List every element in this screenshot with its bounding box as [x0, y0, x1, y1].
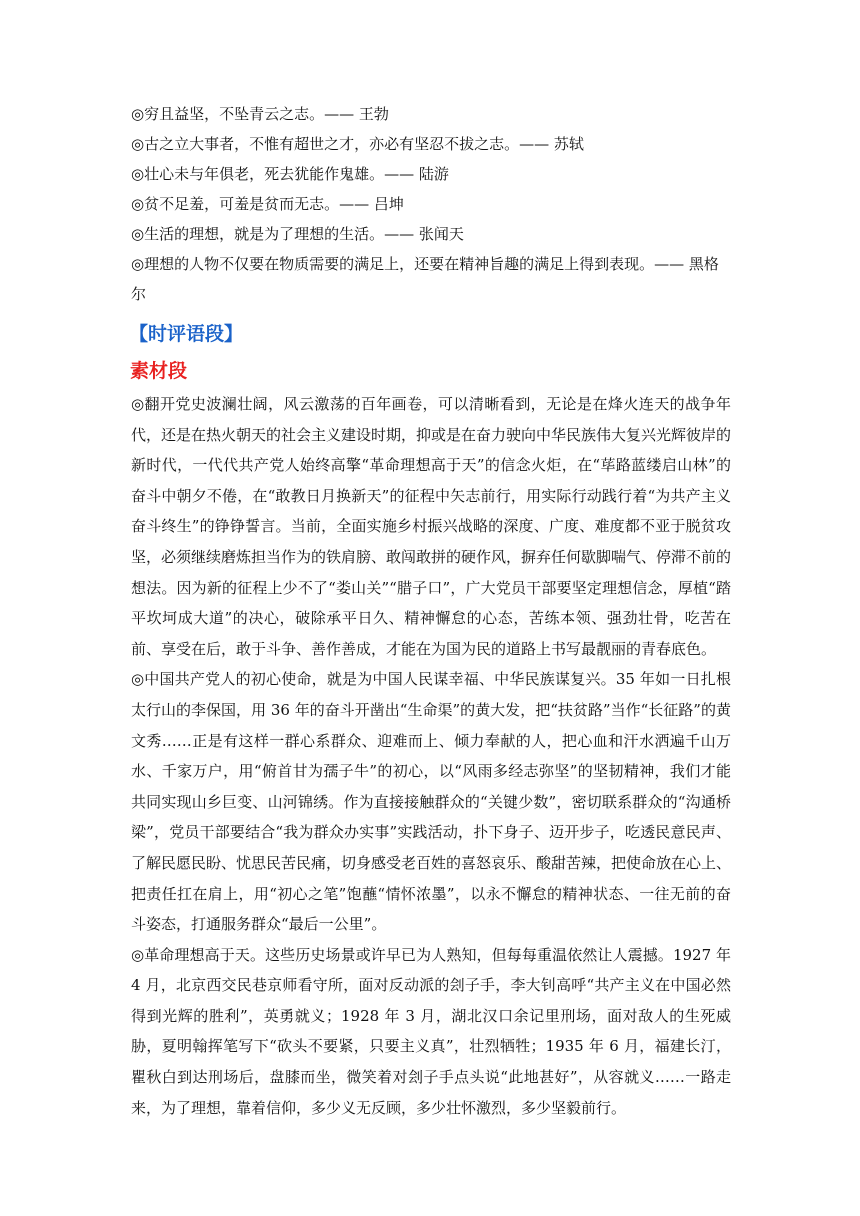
paragraph: ◎革命理想高于天。这些历史场景或许早已为人熟知，但每每重温依然让人震撼。1927 年 4 月，北京西交民巷京师看守所，面对反动派的刽子手，李大钊高呼“共产主义在中国必然得到光辉的胜利”，英勇就义；1928 年 3 月，湖北汉口余记里刑场，面对敌人的生死威胁，夏明翰挥笔写下“砍头不要紧，只要主义真”，壮烈牺牲；1935 年 6 月，福建长汀，瞿秋白到达刑场后，盘膝而坐，微笑着对刽子手点头说“此地甚好”，从容就义……一路走来，为了理想，靠着信仰，多少义无反顾，多少壮怀激烈，多少坚毅前行。	[131, 945, 731, 1117]
quote-list	[131, 99, 731, 309]
quote-line: ◎壮心未与年俱老，死去犹能作鬼雄。—— 陆游	[131, 165, 449, 183]
document-page	[131, 99, 731, 1123]
quote-line: ◎古之立大事者，不惟有超世之才，亦必有坚忍不拔之志。—— 苏轼	[131, 135, 584, 153]
quote-line: ◎生活的理想，就是为了理想的生活。—— 张闻天	[131, 225, 464, 243]
quote-line: ◎贫不足羞，可羞是贫而无志。—— 吕坤	[131, 195, 404, 213]
section-heading: 【时评语段】	[129, 323, 244, 345]
paragraph-list	[131, 389, 731, 1123]
quote-line: ◎穷且益坚，不坠青云之志。—— 王勃	[131, 105, 389, 123]
paragraph: ◎中国共产党人的初心使命，就是为中国人民谋幸福、中华民族谋复兴。35 年如一日扎根太行山的李保国，用 36 年的奋斗开凿出“生命渠”的黄大发，把“扶贫路”当作“长征路”的黄文秀……正是有这样一群心系群众、迎难而上、倾力奉献的人，把心血和汗水洒遍千山万水、千家万户，用“俯首甘为孺子牛”的初心，以“风雨多经志弥坚”的坚韧精神，我们才能共同实现山乡巨变、山河锦绣。作为直接接触群众的“关键少数”，密切联系群众的“沟通桥梁”，党员干部要结合“我为群众办实事”实践活动，扑下身子、迈开步子，吃透民意民声、了解民愿民盼、忧思民苦民痛，切身感受老百姓的喜怒哀乐、酸甜苦辣，把使命放在心上、把责任扛在肩上，用“初心之笔”饱蘸“情怀浓墨”，以永不懈怠的精神状态、一往无前的奋斗姿态，打通服务群众“最后一公里”。	[131, 670, 732, 934]
sub-heading: 素材段	[130, 360, 188, 382]
paragraph: ◎翻开党史波澜壮阔，风云激荡的百年画卷，可以清晰看到，无论是在烽火连天的战争年代，还是在热火朝天的社会主义建设时期，抑或是在奋力驶向中华民族伟大复兴光辉彼岸的新时代，一代代共产党人始终高擎“革命理想高于天”的信念火炬，在“荜路蓝缕启山林”的奋斗中朝夕不倦，在“敢教日月换新天”的征程中矢志前行，用实际行动践行着“为共产主义奋斗终生”的铮铮誓言。当前，全面实施乡村振兴战略的深度、广度、难度都不亚于脱贫攻坚，必须继续磨炼担当作为的铁肩膀、敢闯敢拼的硬作风，摒弃任何歇脚喘气、停滞不前的想法。因为新的征程上少不了“娄山关”“腊子口”，广大党员干部要坚定理想信念，厚植“踏平坎坷成大道”的决心，破除承平日久、精神懈怠的心态，苦练本领、强劲壮骨，吃苦在前、享受在后，敢于斗争、善作善成，才能在为国为民的道路上书写最靓丽的青春底色。	[131, 395, 732, 658]
quote-line: ◎理想的人物不仅要在物质需要的满足上，还要在精神旨趣的满足上得到表现。—— 黑格尔	[131, 255, 719, 303]
